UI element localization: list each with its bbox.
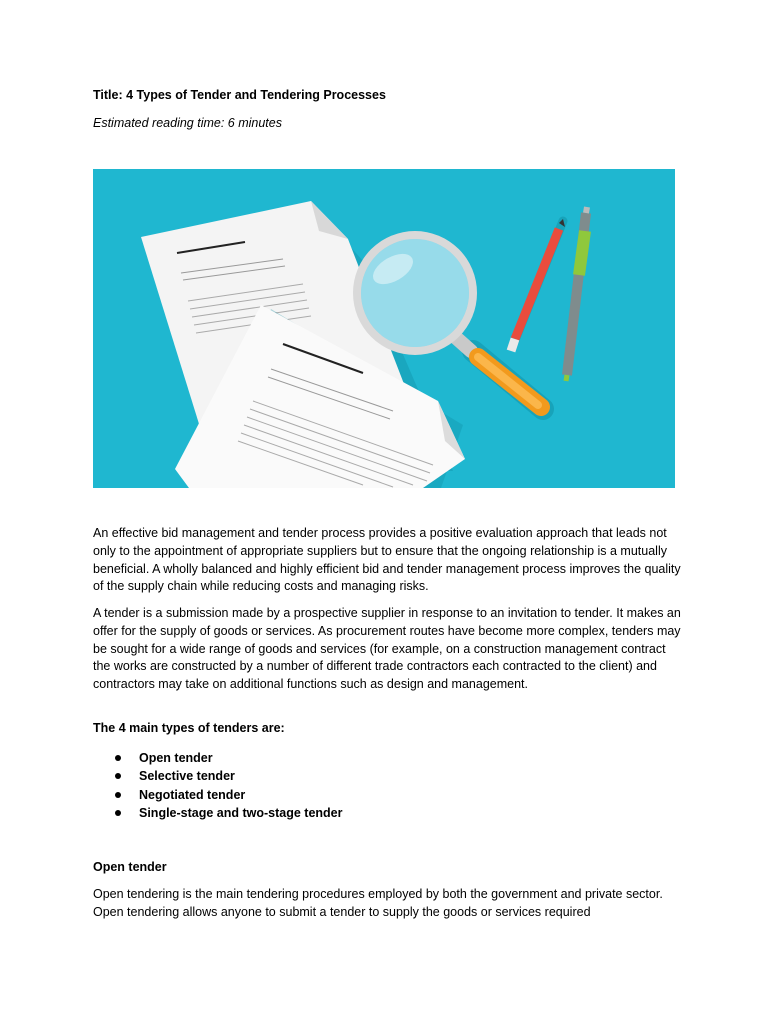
- bullet-icon: [115, 755, 121, 761]
- bullet-icon: [115, 773, 121, 779]
- list-item-label: Single-stage and two-stage tender: [139, 805, 343, 820]
- list-item-label: Negotiated tender: [139, 787, 246, 802]
- open-tender-heading: Open tender: [93, 860, 167, 874]
- hero-illustration: [93, 169, 675, 488]
- reading-time: Estimated reading time: 6 minutes: [93, 116, 282, 130]
- list-item: [93, 749, 343, 767]
- list-item-label: Selective tender: [139, 769, 235, 784]
- tender-types-list: [93, 749, 343, 822]
- list-item: [93, 767, 343, 785]
- types-heading: The 4 main types of tenders are:: [93, 721, 285, 735]
- bullet-icon: [115, 792, 121, 798]
- list-item: [93, 804, 343, 822]
- green-pen-icon: [566, 207, 587, 381]
- bullet-icon: [115, 810, 121, 816]
- intro-paragraph: An effective bid management and tender process provides a positive evaluation approach that leads not only to the appointment of appropriate suppliers but to ensure that the ongoing relationship is a mutually beneficial. A wholly balanced and highly efficient bid and tender management process improves the quality of the supply chain while reducing costs and managing risks.: [93, 526, 681, 594]
- tender-definition-paragraph: A tender is a submission made by a prospective supplier in response to an invitation to tender. It makes an offer for the supply of goods or services. As procurement routes have become more complex, tenders may be sought for a wide range of goods and services (for example, on a construction management contract the works are constructed by a number of different trade contractors each contracted to the client) and contractors may take on additional functions such as design and management.: [93, 606, 681, 692]
- document-title: Title: 4 Types of Tender and Tendering Processes: [93, 88, 386, 102]
- list-item: [93, 786, 343, 804]
- list-item-label: Open tender: [139, 751, 213, 765]
- open-tender-paragraph: Open tendering is the main tendering procedures employed by both the government and private sector. Open tendering allows anyone to submit a tender to supply the goods or services required: [93, 887, 663, 919]
- red-pencil-icon: [511, 219, 565, 351]
